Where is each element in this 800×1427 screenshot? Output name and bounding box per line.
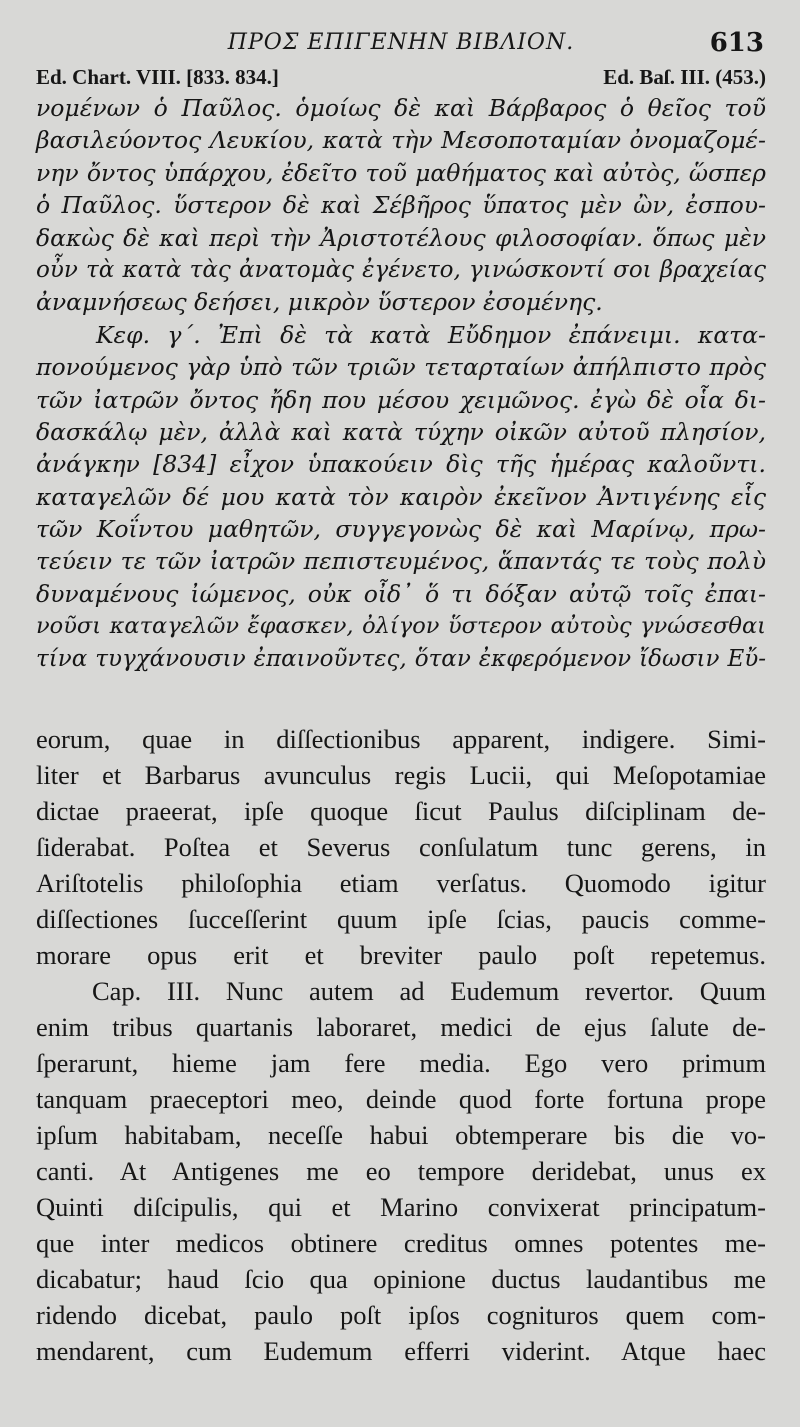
latin-line: morare opus erit et breviter paulo poſt repetemus.	[36, 940, 766, 971]
edition-reference-right: Ed. Baſ. III. (453.)	[603, 65, 766, 89]
greek-line: δυναμένους ἰώμενος, οὐκ οἶδ᾽ ὅ τι δόξαν αὐτῷ τοῖς ἐπαι-	[36, 579, 766, 608]
latin-line: Quinti diſcipulis, qui et Marino convixerat principatum-	[36, 1192, 766, 1223]
greek-line: νομένων ὁ Παῦλος. ὁμοίως δὲ καὶ Βάρβαρος ὁ θεῖος τοῦ	[36, 94, 766, 122]
greek-line: τῶν Κοΐντου μαθητῶν, συγγεγονὼς δὲ καὶ Μαρίνῳ, πρω-	[36, 515, 766, 544]
latin-line: mendarent, cum Eudemum efferri viderint. Atque haec	[36, 1336, 766, 1367]
latin-line: ſiderabat. Poſtea et Severus conſulatum tunc gerens, in	[36, 832, 766, 863]
greek-line: νοῦσι καταγελῶν ἔφασκεν, ὀλίγον ὕστερον αὐτοὺς γνώσεσθαι	[36, 613, 766, 640]
greek-line: ὁ Παῦλος. ὕστερον δὲ καὶ Σέβῆρος ὕπατος μὲν ὢν, ἐσπου-	[36, 191, 766, 220]
greek-line: νην ὄντος ὑπάρχου, ἐδεῖτο τοῦ μαθήματος καὶ αὐτὸς, ὥσπερ	[36, 158, 766, 187]
edition-reference-line	[36, 64, 766, 90]
greek-line: τεύειν τε τῶν ἰατρῶν πεπιστευμένος, ἅπαντάς τε τοὺς πολὺ	[36, 547, 766, 576]
latin-line: enim tribus quartanis laboraret, medici de ejus ſalute de-	[36, 1012, 766, 1043]
latin-line: dictae praeerat, ipſe quoque ſicut Paulus diſciplinam de-	[36, 796, 766, 827]
latin-line: ipſum habitabam, neceſſe habui obtemperare bis die vo-	[36, 1120, 766, 1151]
latin-line: dicabatur; haud ſcio qua opinione ductus laudantibus me	[36, 1264, 766, 1295]
latin-text-block	[36, 721, 766, 1369]
latin-chapter-heading-line: Cap. III. Nunc autem ad Eudemum revertor. Quum	[92, 976, 766, 1007]
latin-line: liter et Barbarus avunculus regis Lucii, qui Meſopotamiae	[36, 760, 766, 791]
greek-line: πονούμενος γὰρ ὑπὸ τῶν τριῶν τεταρταίων ἀπήλπιστο πρὸς	[36, 353, 766, 382]
greek-line: τῶν ἰατρῶν ὄντος ἤδη που μέσου χειμῶνος. ἐγὼ δὲ οἷα δι-	[36, 385, 766, 414]
greek-line: οὖν τὰ κατὰ τὰς ἀνατομὰς ἐγένετο, γινώσκοντί σοι βραχείας	[36, 256, 766, 283]
latin-line: diſſectiones ſucceſſerint quum ipſe ſcias, paucis comme-	[36, 904, 766, 935]
latin-line: ridendo dicebat, paulo poſt ipſos cognituros quem com-	[36, 1300, 766, 1331]
greek-line: ἀναμνήσεως δεήσει, μικρὸν ὕστερον ἐσομένης.	[36, 288, 603, 317]
latin-line: que inter medicos obtinere creditus omnes potentes me-	[36, 1228, 766, 1259]
greek-text-block	[36, 92, 766, 675]
greek-line: βασιλεύοντος Λευκίου, κατὰ τὴν Μεσοποταμίαν ὀνομαζομέ-	[36, 126, 766, 155]
edition-reference-left: Ed. Chart. VIII. [833. 834.]	[36, 65, 279, 89]
greek-line: δακὼς δὲ καὶ περὶ τὴν Ἀριστοτέλους φιλοσοφίαν. ὅπως μὲν	[36, 223, 766, 252]
greek-chapter-heading-line: Κεφ. γ΄. Ἐπὶ δὲ τὰ κατὰ Εὔδημον ἐπάνειμι. κατα-	[96, 320, 766, 349]
column-gap	[36, 675, 766, 721]
latin-line: Ariſtotelis philoſophia etiam verſatus. Quomodo igitur	[36, 868, 766, 899]
latin-line: eorum, quae in diſſectionibus apparent, indigere. Simi-	[36, 724, 766, 755]
greek-line: καταγελῶν δέ μου κατὰ τὸν καιρὸν ἐκεῖνον Ἀντιγένης εἷς	[36, 482, 766, 511]
running-title: ΠΡΟΣ ΕΠΙΓΕΝΗΝ ΒΙΒΛΙΟΝ.	[227, 30, 575, 55]
running-head	[36, 28, 766, 64]
page-number: 613	[709, 28, 764, 58]
greek-line: τίνα τυγχάνουσιν ἐπαινοῦντες, ὅταν ἐκφερόμενον ἴδωσιν Εὔ-	[36, 645, 766, 672]
latin-line: ſperarunt, hieme jam fere media. Ego vero primum	[36, 1048, 766, 1079]
greek-line: ἀνάγκην [834] εἶχον ὑπακούειν δὶς τῆς ἡμέρας καλοῦντι.	[36, 450, 766, 479]
latin-line: canti. At Antigenes me eo tempore deridebat, unus ex	[36, 1156, 766, 1187]
latin-line: tanquam praeceptori meo, deinde quod forte fortuna prope	[36, 1084, 766, 1115]
greek-line: δασκάλῳ μὲν, ἀλλὰ καὶ κατὰ τύχην οἰκῶν αὐτοῦ πλησίον,	[36, 417, 766, 446]
